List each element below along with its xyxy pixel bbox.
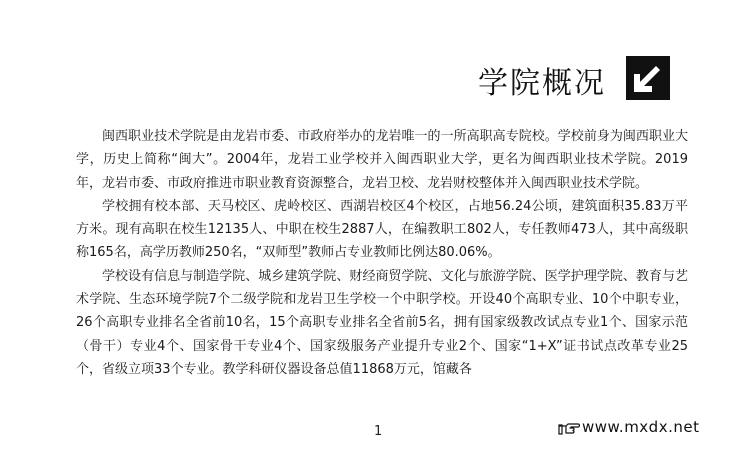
arrow-down-left-icon (626, 56, 670, 100)
page-number: 1 (374, 424, 383, 439)
paragraph-history: 闽西职业技术学院是由龙岩市委、市政府举办的龙岩唯一的一所高职高专院校。学校前身为闽西职业大学，历史上简称“闽大”。2004年，龙岩工业学校并入闽西职业大学，更名为闽西职业技术学院。2019年，龙岩市委、市政府推进市职业教育资源整合，龙岩卫校、龙岩财校整体并入闽西职业技术学院。 (76, 129, 688, 191)
page-title: 学院概况 (478, 66, 606, 101)
website-url[interactable]: www.mxdx.net (582, 418, 700, 436)
pointing-hand-icon (558, 420, 580, 434)
paragraph-programs: 学校设有信息与制造学院、城乡建筑学院、财经商贸学院、文化与旅游学院、医学护理学院、教育与艺术学院、生态环境学院7个二级学院和龙岩卫生学校一个中职学校。开设40个高职专业、10个中职专业，26个高职专业排名全省前10名，15个高职专业排名全省前5名，拥有国家级教改试点专业1个、国家示范（骨干）专业4个、国家骨干专业4个、国家级服务产业提升专业2个、国家“1+X”证书试点改革专业25个，省级立项33个专业。教学科研仪器设备总值11868万元，馆藏各 (76, 268, 688, 377)
paragraph-campus: 学校拥有校本部、天马校区、虎岭校区、西湖岩校区4个校区，占地56.24公顷，建筑面积35.83万平方米。现有高职在校生12135人、中职在校生2887人，在编教职工802人，专任教师473人，其中高级职称165名，高学历教师250名，“双师型”教师占专业教师比例达80.06%。 (76, 198, 688, 261)
website-link[interactable] (558, 418, 699, 436)
body-text (76, 125, 688, 381)
